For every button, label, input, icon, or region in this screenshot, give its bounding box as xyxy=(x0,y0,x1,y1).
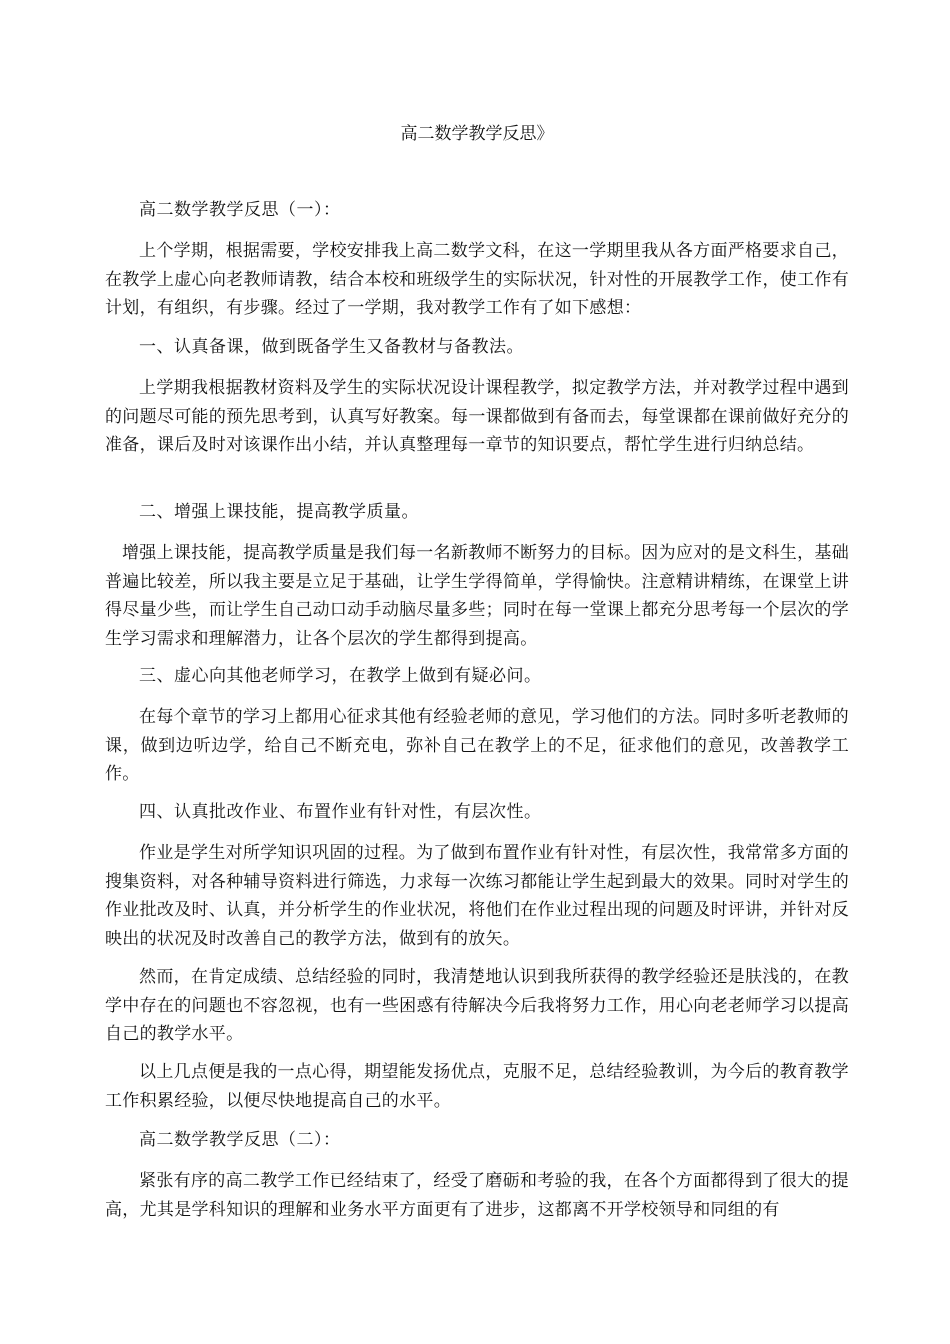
subheading-3: 三、虚心向其他老师学习，在教学上做到有疑必问。 xyxy=(139,666,542,686)
paragraph-7: 紧张有序的高二教学工作已经结束了，经受了磨砺和考验的我，在各个方面都得到了很大的提高，尤其是学科知识的理解和业务水平方面更有了进步，这都离不开学校领导和同组的有 xyxy=(105,1171,849,1220)
section-heading-2: 高二数学教学反思（二）： xyxy=(139,1130,341,1150)
paragraph-intro: 上个学期，根据需要，学校安排我上高二数学文科，在这一学期里我从各方面严格要求自己，在教学上虚心向老教师请教，结合本校和班级学生的实际状况，针对性的开展教学工作，使工作有计划，有组织，有步骤。经过了一学期，我对教学工作有了如下感想： xyxy=(105,241,849,318)
paragraph-4: 作业是学生对所学知识巩固的过程。为了做到布置作业有针对性，有层次性，我常常多方面的搜集资料，对各种辅导资料进行筛选，力求每一次练习都能让学生起到最大的效果。同时对学生的作业批改及时、认真，并分析学生的作业状况，将他们在作业过程出现的问题及时评讲，并针对反映出的状况及时改善自己的教学方法，做到有的放矢。 xyxy=(105,843,849,949)
document-title: 高二数学教学反思》 xyxy=(400,124,554,144)
section-heading-1: 高二数学教学反思（一）： xyxy=(139,200,341,220)
subheading-1: 一、认真备课，做到既备学生又备教材与备教法。 xyxy=(139,337,524,357)
paragraph-5: 然而，在肯定成绩、总结经验的同时，我清楚地认识到我所获得的教学经验还是肤浅的，在教学中存在的问题也不容忽视，也有一些困惑有待解决今后我将努力工作，用心向老老师学习以提高自己的教学水平。 xyxy=(105,967,849,1044)
paragraph-1: 上学期我根据教材资料及学生的实际状况设计课程教学，拟定教学方法，并对教学过程中遇到的问题尽可能的预先思考到，认真写好教案。每一课都做到有备而去，每堂课都在课前做好充分的准备，课后及时对该课作出小结，并认真整理每一章节的知识要点，帮忙学生进行归纳总结。 xyxy=(105,378,849,455)
paragraph-2: 增强上课技能，提高教学质量是我们每一名新教师不断努力的目标。因为应对的是文科生，基础普遍比较差，所以我主要是立足于基础，让学生学得简单，学得愉快。注意精讲精练，在课堂上讲得尽量少些，而让学生自己动口动手动脑尽量多些；同时在每一堂课上都充分思考每一个层次的学生学习需求和理解潜力，让各个层次的学生都得到提高。 xyxy=(105,543,849,649)
subheading-4: 四、认真批改作业、布置作业有针对性，有层次性。 xyxy=(139,802,542,822)
paragraph-3: 在每个章节的学习上都用心征求其他有经验老师的意见，学习他们的方法。同时多听老教师的课，做到边听边学，给自己不断充电，弥补自己在教学上的不足，征求他们的意见，改善教学工作。 xyxy=(105,707,849,784)
paragraph-6: 以上几点便是我的一点心得，期望能发扬优点，克服不足，总结经验教训，为今后的教育教学工作积累经验，以便尽快地提高自己的水平。 xyxy=(105,1062,849,1111)
document-page xyxy=(105,0,849,1344)
subheading-2: 二、增强上课技能，提高教学质量。 xyxy=(139,502,419,522)
